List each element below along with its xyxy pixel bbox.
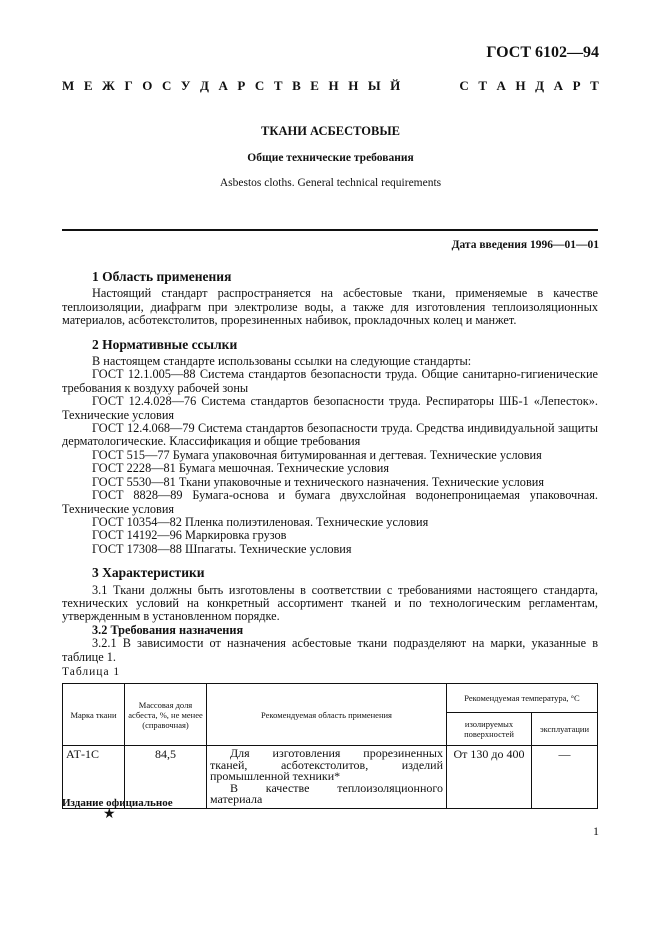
banner-letter: Е: [310, 78, 319, 93]
page-number: 1: [593, 824, 599, 838]
header-rule: [62, 229, 598, 231]
banner-letter: О: [142, 78, 153, 93]
banner-letter: Д: [199, 78, 209, 93]
banner-letter: Н: [515, 78, 526, 93]
banner-letter: Н: [348, 78, 359, 93]
banner-letter: У: [180, 78, 191, 93]
document-subtitle: Общие технические требования: [247, 152, 414, 164]
table-caption: Таблица 1: [62, 665, 121, 678]
section-2-heading: 2 Нормативные ссылки: [92, 336, 238, 352]
clause-3-2-heading: 3.2 Требования назначения: [92, 622, 244, 637]
banner-letter: Н: [328, 78, 339, 93]
reference-item: ГОСТ 17308—88 Шпагаты. Технические условия: [92, 541, 352, 556]
banner-letter: Е: [83, 78, 93, 93]
banner-letter: С: [459, 78, 469, 93]
reference-item: ГОСТ 12.4.028—76 Система стандартов безопасности труда. Респираторы ШБ-1 «Лепесток». Технические условия: [62, 394, 598, 422]
grades-table: [62, 683, 598, 809]
banner-letter: В: [292, 78, 301, 93]
cell-mass: 84,5: [125, 746, 207, 809]
banner-letter: А: [553, 78, 564, 93]
official-edition: Издание официальное: [62, 797, 173, 809]
banner-letter: Р: [237, 78, 246, 93]
cell-area-line: В качестве теплоизоляционного материала: [210, 780, 443, 807]
banner-letter: Ж: [102, 78, 115, 93]
clause-3-2-1: 3.2.1 В зависимости от назначения асбестовые ткани подразделяют на марки, указанные в таблице 1.: [62, 636, 598, 664]
document-title-english: Asbestos cloths. General technical requirements: [219, 177, 442, 189]
banner-letter: А: [218, 78, 228, 93]
banner-letter: Д: [535, 78, 545, 93]
document-code: ГОСТ 6102—94: [486, 44, 599, 61]
section-3-heading: 3 Характеристики: [92, 565, 205, 581]
section-1-text: Настоящий стандарт распространяется на асбестовые ткани, применяемые в качестве теплоизоляции, диафрагм при электролизе воды, а также для изготовления теплоизоляционных материалов, асботекстолитов, прорезиненных набивок, прокладочных колец и манжет.: [62, 286, 598, 328]
banner-letter: С: [161, 78, 172, 93]
cell-operation: —: [532, 746, 598, 809]
interstate-standard-banner: [62, 78, 599, 94]
header-mass: Массовая доля асбеста, %, не менее (справочная): [125, 684, 207, 746]
banner-letter: Т: [478, 78, 487, 93]
banner-letter: М: [62, 78, 75, 93]
document-body: [62, 270, 598, 809]
reference-item: ГОСТ 8828—89 Бумага-основа и бумага двухслойная водонепроницаемая упаковочная. Технические условия: [62, 488, 598, 516]
section-2-intro: В настоящем стандарте использованы ссылки на следующие стандарты:: [92, 354, 472, 369]
section-1-heading: 1 Область применения: [92, 269, 232, 284]
cell-area-line: Для изготовления прорезиненных тканей, асботекстолитов, изделий промышленной техники*: [210, 746, 443, 784]
banner-letter: Т: [273, 78, 283, 93]
header-temperature: Рекомендуемая температура, °С: [447, 684, 598, 713]
banner-letter: Т: [590, 78, 599, 93]
introduction-date: Дата введения 1996—01—01: [451, 239, 599, 251]
reference-item: ГОСТ 10354—82 Пленка полиэтиленовая. Технические условия: [92, 514, 429, 529]
cell-insulated: От 130 до 400: [447, 746, 532, 809]
header-mark: Марка ткани: [63, 684, 125, 746]
reference-list: [62, 368, 598, 556]
header-operation: эксплуатации: [532, 713, 598, 746]
banner-letter: Г: [124, 78, 133, 93]
banner-spacer: [410, 78, 450, 94]
reference-item: ГОСТ 14192—96 Маркировка грузов: [92, 528, 287, 543]
header-insulated: изолируемых поверхностей: [447, 713, 532, 746]
reference-item: ГОСТ 12.4.068—79 Система стандартов безопасности труда. Средства индивидуальной защиты дерматологические. Классификация и общие требования: [62, 421, 598, 449]
cell-area: [207, 746, 447, 809]
banner-letter: Ы: [367, 78, 381, 93]
reference-item: ГОСТ 2228—81 Бумага мешочная. Технические условия: [92, 461, 389, 476]
banner-letter: Р: [572, 78, 581, 93]
star-icon: ★: [103, 807, 116, 822]
cell-mark: АТ-1С: [63, 746, 125, 809]
reference-item: ГОСТ 12.1.005—88 Система стандартов безопасности труда. Общие санитарно-гигиенические требования к воздуху рабочей зоны: [62, 367, 598, 395]
reference-item: ГОСТ 515—77 Бумага упаковочная битумированная и дегтевая. Технические условия: [92, 447, 542, 462]
header-area: Рекомендуемая область применения: [207, 684, 447, 746]
banner-letter: С: [254, 78, 265, 93]
banner-letter: Й: [390, 78, 401, 93]
document-title: ТКАНИ АСБЕСТОВЫЕ: [261, 124, 400, 138]
reference-item: ГОСТ 5530—81 Ткани упаковочные и технического назначения. Технические условия: [92, 474, 544, 489]
banner-letter: А: [496, 78, 506, 93]
clause-3-1: 3.1 Ткани должны быть изготовлены в соответствии с требованиями настоящего стандарта, технических условий на конкретный ассортимент тканей и по технологическим регламентам, утвержденным в установленном порядке.: [62, 582, 598, 624]
